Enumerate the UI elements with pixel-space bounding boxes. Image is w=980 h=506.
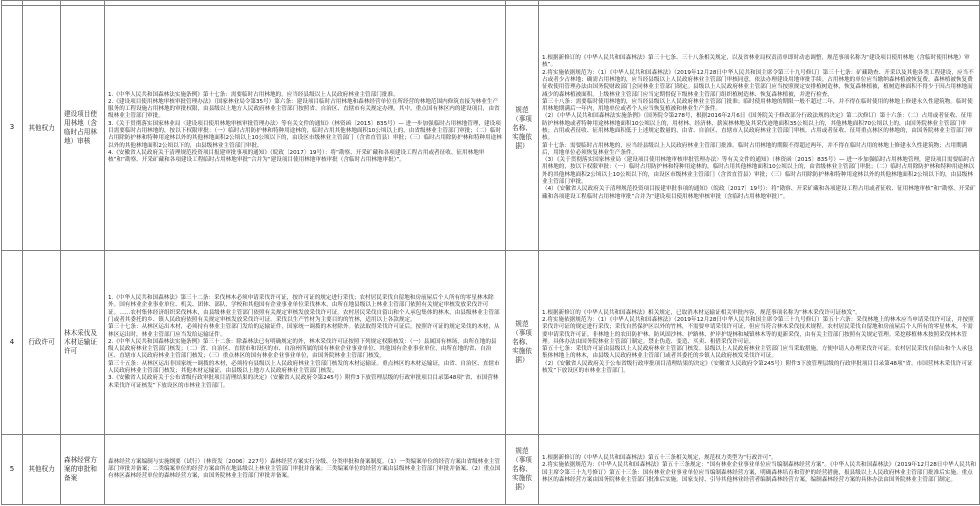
note-paragraph: 1.根据新修订的《中华人民共和国森林法》相关规定，已取消木材运输证相关审批内容，规范事项名称为“林木采伐许可证核发”。 xyxy=(542,309,861,316)
power-type: 其他权力 xyxy=(23,435,61,505)
implementation-basis xyxy=(105,435,506,505)
note-paragraph: 2.将实施依据规范为：（1）《中华人民共和国森林法》（2019年12月28日中华人民共和国主席令第三十九号修订）第五十六条：采伐林地上的林木应当申请采伐许可证，并按照采伐许可证的规定进行采伐；采伐自然保护区以外的竹林，不需要申请采伐许可证，但应当符合林木采伐技术规程。农村居民采伐自留地和房前屋后个人所有的零星林木，不需要申请采伐许可证。非林地上的农田防护林、防风固沙林、护路林、护岸护堤林和城镇林木等的更新采伐，由有关主管部门按照有关规定管理。采挖移植林木按照采伐林木管理。具体办法由国务院林业主管部门制定。禁止伪造、变造、买卖、租借采伐许可证。 xyxy=(542,316,974,345)
implementation-basis xyxy=(105,251,506,435)
change-type: 规范（事项名称、实施依据） xyxy=(506,251,539,435)
basis-paragraph: 森林经营方案编制与实施纲要（试行）（林资发〔2006〕227号）森林经营方案实行分级、分类审批和备案制度。（1）一类编案单位的经营方案由省级林业主管部门审批并备案；二类编案单位的经营方案由所在地县级以上林业主管部门审批并备案；三类编案单位的经营方案由县级林业主管部门审批并备案。（2）重点国有林区森林经营单位的森林经营方案，由国务院林业主管部门审批并备案。 xyxy=(108,458,501,480)
item-name: 森林经营方案的审批和备案 xyxy=(61,435,105,505)
row-index: 5 xyxy=(2,435,23,505)
note-paragraph: 第三十八条：需要临时使用林地的，应当经县级以上人民政府林业主管部门批准；临时使用林地的期限一般不超过二年，并不得在临时使用的林地上修建永久性建筑物。临时使用林地期满后一年内，用地单位或者个人应当恢复植被和林业生产条件。 xyxy=(542,98,973,113)
basis-paragraph: 1.《中华人民共和国森林法实施条例》第十七条：需要临时占用林地的，应当经县级以上人民政府林业主管部门批准。 xyxy=(108,91,399,98)
basis-paragraph: 第三十五条：从林区运出非国家统一调拨的木材，必须持有县级以上人民政府林业主管部门核发的木材运输证。重点林区的木材运输证，由省、自治区、直辖市人民政府林业主管部门核发；其他木材运输证，由县级以上地方人民政府林业主管部门核发。 xyxy=(108,360,500,375)
row-index: 3 xyxy=(2,6,23,251)
basis-paragraph: 4.《安徽省人民政府关于清理规范投资项目报建审批事项的通知》（皖政〔2017〕19号）：将“勘察、开采矿藏和各项建设工程占用或者征收、征用林地审核”和“勘察、开采矿藏和各项建设工程临时占用林地审批”合并为“建设项目使用林地审核审批（含临时占用林地审批）”。 xyxy=(108,149,485,164)
note-paragraph: 1.根据新修订的《中华人民共和国森林法》第三十七条、三十八条相关规定，以及省林业局权责清单即时动态调整，规范事项名称为“建设项目使用林地（含临时使用林地）审核”。 xyxy=(542,55,970,69)
table-row xyxy=(2,6,980,251)
basis-paragraph: 3.《安徽省人民政府关于公布省级行政审批项目清理结果的决定》（安徽省人民政府令第245号）附件3下放管理层级的行政审批项目目录第48项“省、市国营林木采伐许可证核发”下放设区的市林业主管部门。 xyxy=(108,375,499,389)
note-paragraph: 第十七条：需要临时占用林地的，应当经县级以上人民政府林业主管部门批准。临时占用林地的期限不得超过两年，并不得在临时占用的林地上修建永久性建筑物；占用期满后，用地单位必须恢复林业生产条件。 xyxy=(542,142,968,156)
note-paragraph: 第五十七条：采伐许可证由县级以上人民政府林业主管部门核发。县级以上人民政府林业主管部门应当采取措施，方便申请人办理采伐许可证。农村居民采伐自留山和个人承包集体林地上的林木，由县级人民政府林业主管部门或者其委托的乡镇人民政府核发采伐许可证。 xyxy=(542,346,973,360)
basis-paragraph: 1.《中华人民共和国森林法》第三十二条：采伐林木必须申请采伐许可证，按许可证的规定进行采伐；农村居民采伐自留地和房前屋后个人所有的零星林木除外。国有林业企业事业单位、机关、团体、部队、学校和其他国有企业事业单位采伐林木，由所在地县级以上林业主管部门依照有关规定审核发放采伐许可证。……农村集体经济组织采伐林木，由县级林业主管部门依照有关规定审核发放采伐许可证。农村居民采伐自留山和个人承包集体的林木，由县级林业主管部门或者其委托的乡、镇人民政府依照有关规定审核发放采伐许可证。采伐以生产竹材为主要目的的竹林，适用以上各款规定。 xyxy=(108,295,500,323)
note-paragraph: （2）《中华人民共和国森林法实施条例》（国务院令第278号，根据2016年2月6日《国务院关于修改部分行政法规的决定》第二次修订）第十六条：（二）占用或者征收、征用防护林林地或者特种用途林林地面积10公顷以上的，用材林、经济林、薪炭林林地及其采伐迹地面积35公顷以上的，其他林地面积70公顷以上的，由国务院林业主管部门审核；占用或者征收、征用林地面积低于上述规定数量的，由省、自治区、直辖市人民政府林业主管部门审核。占用或者征收、征用重点林区的林地的，由国务院林业主管部门审核。 xyxy=(542,113,973,142)
note-paragraph: （3）《关于贯彻落实国家林业局〈建设项目使用林地审核审批管理办法〉等有关文件的通知》（林资函〔2015〕835号）— 进一步加强临时占用林地管理，建设项目需要临时占用林地的，按以下权限审批：（一）临时占用防护林和特种用途林的，临时占用其他林地面积10公顷以上的，由省级林业主管部门审批；（二）临时占用除防护林和特种用途林以外的其他林地面积2公顷以上10公顷以下的，由设区市级林业主管部门（含省直管县）审批；（三）临时占用除防护林和特种用途林以外的其他林地面积2公顷以下的，由县级林业主管部门审批。 xyxy=(542,157,975,186)
power-type: 行政许可 xyxy=(23,251,61,435)
item-name: 建设项目使用林地（含临时占用林地）审核 xyxy=(61,6,105,251)
note-paragraph: （2）《安徽省人民政府关于公布省级行政审批项目清理结果的决定》（安徽省人民政府令第245号）附件3下放管理层级的行政审批项目目录第48项“省、市国营林木采伐许可证核发”下放设区的市林业主管部门。 xyxy=(542,360,973,375)
table-row xyxy=(2,251,980,435)
note-paragraph: （4）《安徽省人民政府关于清理规范投资项目报建审批事项的通知》（皖政〔2017〕19号）：将“勘察、开采矿藏和各项建设工程占用或者征收、征用林地审核”和“勘察、开采矿藏和各项建设工程临时占用林地审批”合并为“建设项目使用林地审核审批（含临时占用林地审批）”。 xyxy=(542,186,976,200)
adjustment-notes xyxy=(539,435,980,505)
row-index: 4 xyxy=(2,251,23,435)
basis-paragraph: 第三十七条：从林区运出木材，必须持有林业主管部门发给的运输证件，国家统一调拨的木材除外。依法取得采伐许可证后，按照许可证的规定采伐的木材，从林区运出时，林业主管部门应当发给运输证件。 xyxy=(108,324,500,338)
change-type: 规范（事项名称、实施依据） xyxy=(506,6,539,251)
basis-paragraph: 2.《中华人民共和国森林法实施条例》第三十二条：除森林法已有明确规定的外，林木采伐许可证按照下列规定权限核发：（一）县属国有林场，由所在地的县级人民政府林业主管部门核发；（二）省、自治区、直辖市和设区的市、自治州所属的国有林业企业事业单位、其他国有企业事业单位，由所在地的省、自治区、直辖市人民政府林业主管部门核发；（三）重点林区的国有林业企业事业单位，由国务院林业主管部门核发。 xyxy=(108,338,497,360)
note-paragraph: 2.将实施依据规范为：（1）《中华人民共和国森林法》（2019年12月28日中华人民共和国主席令第三十九号修订）第三十七条：矿藏勘查、开采以及其他各类工程建设，应当不占或者少占林地；确需占用林地的，应当经县级以上人民政府林业主管部门审核同意，依法办理建设用地审批手续。占用林地的单位应当缴纳森林植被恢复费。森林植被恢复费征收使用管理办法由国务院财政部门会同林业主管部门制定。县级以上人民政府林业主管部门应当按照规定安排植树造林，恢复森林植被，植树造林面积不得少于因占用林地而减少的森林植被面积。上级林业主管部门应当定期督促下级林业主管部门组织植树造林、恢复森林植被，并进行检查。 xyxy=(542,69,974,98)
note-paragraph: 2.将实施依据规范为：《中华人民共和国森林法》第五十三条规定：“国有林业企业事业单位应当编制森林经营方案”。《中华人民共和国森林法》（2019年12月28日中华人民共和国主席令第三十九号修订）第五十三条：国有林业企业事业单位应当编制森林经营方案，明确森林培育和管护的经营措施，报县级以上人民政府林业主管部门批准后实施。重点林区的森林经营方案由国务院林业主管部门批准后实施。国家支持、引导其他林业经营者编制森林经营方案。编制森林经营方案的具体办法由国务院林业主管部门制定。 xyxy=(542,462,976,483)
basis-paragraph: 2.《建设项目使用林地审核审批管理办法》（国家林业局令第35号）第六条：建设项目临时占用林地和森林经营单位在所经营的林地范围内修筑直接为林业生产服务的工程设施占用林地的审批权限，由县级以上地方人民政府林业主管部门按照省、自治区、直辖市有关规定办理。其中，重点国有林区内的建设项目，由省级林业主管部门审批。 xyxy=(108,98,500,120)
adjustment-notes xyxy=(539,6,980,251)
power-list-table xyxy=(1,0,980,505)
adjustment-notes xyxy=(539,251,980,435)
power-type: 其他权力 xyxy=(23,6,61,251)
table-row xyxy=(2,435,980,505)
basis-paragraph: 3.《关于贯彻落实国家林业局〈建设项目使用林地审核审批管理办法〉等有关文件的通知》（林资函〔2015〕835号）— 进一步加强临时占用林地管理，建设项目需要临时占用林地的，按以下权限审批：（一）临时占用防护林和特种用途林的，临时占用其他林地面积10公顷以上的，由省级林业主管部门审批；（二）临时占用除防护林和特种用途林以外的其他林地面积2公顷以上10公顷以下的，由设区市级林业主管部门（含省直管县）审批；（三）临时占用除防护林和特种用途林以外的其他林地面积2公顷以下的，由县级林业主管部门审批。 xyxy=(108,120,502,149)
implementation-basis xyxy=(105,6,506,251)
item-name: 林木采伐及木材运输证许可 xyxy=(61,251,105,435)
note-paragraph: 1.根据新修订的《中华人民共和国森林法》第五十三条相关规定，规范权力类型为“行政许可”。 xyxy=(542,454,777,461)
change-type: 规范（事项名称、实施依据） xyxy=(506,435,539,505)
